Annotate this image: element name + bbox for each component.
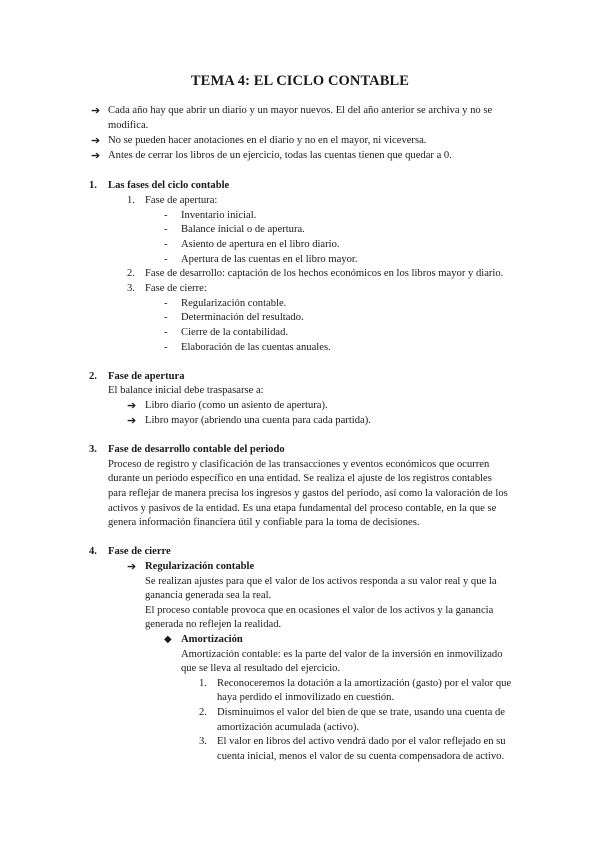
section-number: 4.	[89, 546, 97, 557]
list-item: Fase de apertura:	[145, 195, 218, 206]
list-number: 1.	[199, 678, 207, 689]
section-number: 3.	[89, 444, 97, 455]
intro-line: No se pueden hacer anotaciones en el diario y no en el mayor, ni viceversa.	[108, 135, 427, 146]
dash-bullet: -	[164, 298, 168, 309]
paragraph-line: El proceso contable provoca que en ocasiones el valor de los activos y la ganancia	[145, 605, 494, 616]
dash-bullet: -	[164, 254, 168, 265]
intro-line: Cada año hay que abrir un diario y un mayor nuevos. El del año anterior se archiva y no se	[108, 105, 493, 116]
arrow-bullet-icon: ➔	[127, 400, 137, 412]
arrow-bullet-icon: ➔	[91, 135, 101, 147]
list-item-line: Disminuimos el valor del bien de que se trate, usando una cuenta de	[217, 707, 506, 718]
sub-list-item: Regularización contable.	[181, 298, 287, 309]
list-number: 1.	[127, 195, 135, 206]
list-item-line: amortización acumulada (activo).	[217, 722, 360, 733]
paragraph-line: Proceso de registro y clasificación de las transacciones y eventos económicos que ocurren	[108, 459, 490, 470]
subsection-heading: Regularización contable	[145, 561, 255, 572]
paragraph-line: Se realizan ajustes para que el valor de los activos responda a su valor real y que la	[145, 576, 497, 587]
arrow-bullet-icon: ➔	[91, 150, 101, 162]
list-number: 2.	[127, 268, 135, 279]
sub-list-item: Cierre de la contabilidad.	[181, 327, 289, 338]
list-item: Libro mayor (abriendo una cuenta para cada partida).	[145, 415, 371, 426]
paragraph-line: activos y pasivos de la entidad. Es una etapa fundamental del proceso contable, en la que se	[108, 503, 497, 514]
list-number: 2.	[199, 707, 207, 718]
arrow-bullet-icon: ➔	[127, 415, 137, 427]
paragraph-line: ganancia generada sea la real.	[145, 590, 272, 601]
arrow-bullet-icon: ➔	[91, 105, 101, 117]
list-item: Fase de cierre:	[145, 283, 207, 294]
paragraph-line: Amortización contable: es la parte del valor de la inversión en inmovilizado	[181, 649, 503, 660]
dash-bullet: -	[164, 239, 168, 250]
dash-bullet: -	[164, 342, 168, 353]
list-number: 3.	[127, 283, 135, 294]
paragraph-line: durante un periodo específico en una entidad. Se realiza el ajuste de los registros contables	[108, 473, 492, 484]
list-item-line: cuenta inicial, menos el valor de su cuenta compensadora de activo.	[217, 751, 505, 762]
arrow-bullet-icon: ➔	[127, 561, 137, 573]
dash-bullet: -	[164, 224, 168, 235]
list-item: Libro diario (como un asiento de apertura).	[145, 400, 328, 411]
section-heading: Las fases del ciclo contable	[108, 180, 230, 191]
dash-bullet: -	[164, 210, 168, 221]
section-heading: Fase de apertura	[108, 371, 185, 382]
list-item-line: Reconoceremos la dotación a la amortización (gasto) por el valor que	[217, 678, 512, 689]
dash-bullet: -	[164, 327, 168, 338]
dash-bullet: -	[164, 312, 168, 323]
paragraph-line: que se lleva al resultado del ejercicio.	[181, 663, 341, 674]
sub-list-item: Inventario inicial.	[181, 210, 257, 221]
sub-list-item: Determinación del resultado.	[181, 312, 304, 323]
list-item-line: haya perdido el inmovilizado en cuestión.	[217, 692, 395, 703]
section-heading: Fase de cierre	[108, 546, 171, 557]
subsubsection-heading: Amortización	[181, 634, 243, 645]
section-heading: Fase de desarrollo contable del periodo	[108, 444, 285, 455]
intro-line: Antes de cerrar los libros de un ejercicio, todas las cuentas tienen que quedar a 0.	[108, 150, 452, 161]
page-title: TEMA 4: EL CICLO CONTABLE	[190, 73, 410, 89]
intro-line: modifica.	[108, 120, 149, 131]
diamond-bullet-icon: ◆	[164, 634, 172, 645]
sub-list-item: Asiento de apertura en el libro diario.	[181, 239, 340, 250]
paragraph-line: genera información financiera útil y confiable para la toma de decisiones.	[108, 517, 420, 528]
sub-list-item: Elaboración de las cuentas anuales.	[181, 342, 331, 353]
sub-list-item: Balance inicial o de apertura.	[181, 224, 305, 235]
paragraph-line: para reflejar de manera precisa los ingresos y gastos del periodo, así como la valoración de los	[108, 488, 508, 499]
list-number: 3.	[199, 736, 207, 747]
sub-list-item: Apertura de las cuentas en el libro mayor.	[181, 254, 358, 265]
section-number: 1.	[89, 180, 97, 191]
paragraph-line: generada no reflejen la realidad.	[145, 619, 282, 630]
section-number: 2.	[89, 371, 97, 382]
list-item-line: El valor en libros del activo vendrá dado por el valor reflejado en su	[217, 736, 506, 747]
list-item: Fase de desarrollo: captación de los hechos económicos en los libros mayor y diario.	[145, 268, 504, 279]
paragraph-line: El balance inicial debe traspasarse a:	[108, 385, 264, 396]
